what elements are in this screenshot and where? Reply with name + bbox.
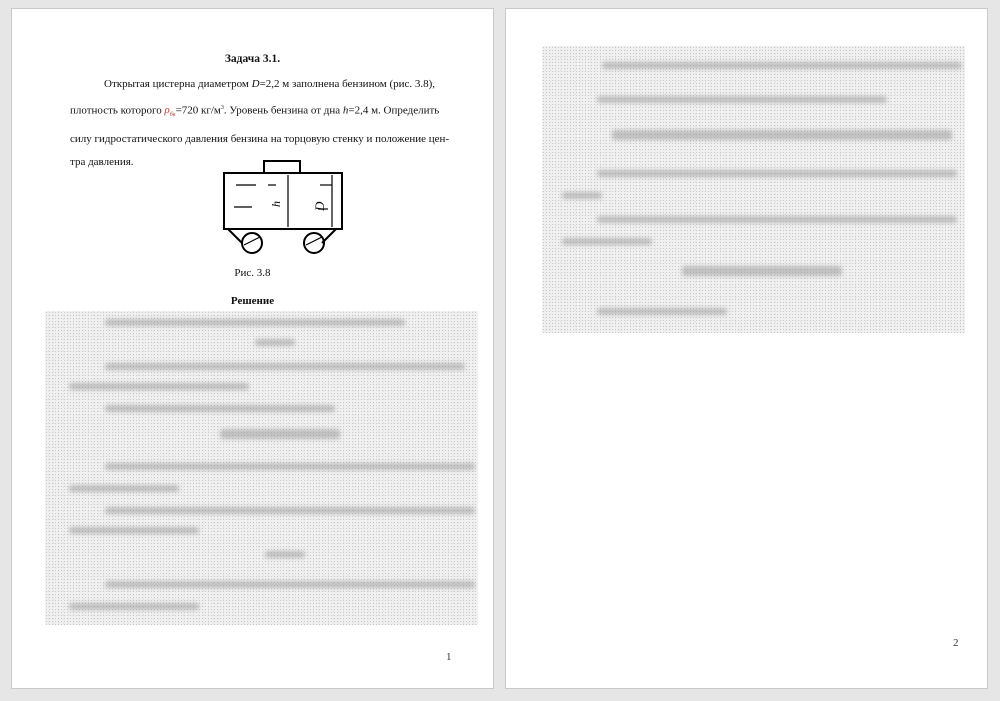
problem-line-3: силу гидростатического давления бензина на торцовую стенку и положение цен- <box>70 132 450 145</box>
task-title: Задача 3.1. <box>224 53 281 65</box>
problem-line-4: тра давления. <box>70 156 134 169</box>
label-h: h <box>269 201 283 207</box>
problem-line-1: Открытая цистерна диаметром D=2,2 м заполнена бензином (рис. 3.8), <box>104 78 436 90</box>
page-number: 1 <box>446 651 452 663</box>
label-D: D <box>312 201 327 211</box>
tank-figure <box>212 159 352 269</box>
blurred-solution-block <box>45 311 478 625</box>
document-page-2 <box>505 8 988 689</box>
page-number: 2 <box>953 637 959 649</box>
document-page-1 <box>11 8 494 689</box>
figure-caption: Рис. 3.8 <box>234 267 271 279</box>
blurred-solution-block <box>542 46 965 333</box>
problem-line-2: плотность которого $\rho_{бк}=720$ $кг/м^3$. Уровень бензина от дна h=2,4 м. Определить <box>70 104 440 119</box>
solution-title: Решение <box>230 295 275 307</box>
